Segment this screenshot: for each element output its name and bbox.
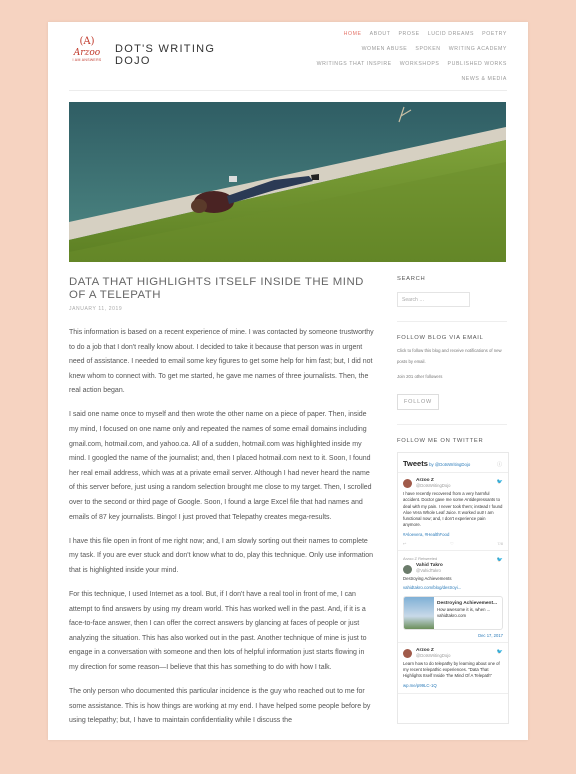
post-paragraph: For this technique, I used Internet as a tool. But, if I don't have a real tool in front of me, I can attempt to find answers by using my dream world. This has worked well in the past. And, if it is a face-to-face answer, then I can offer the correct answers by glancing at faces of people or just analyzing the situation. This has also worked out in the past. Another technique of mine is just to engage in a conversation with someone and then lots of helpful information just starts flowing in my direction for some reason—I believe that this has something to do with how I talk. [69,591,367,671]
nav-home[interactable]: HOME [343,31,362,37]
header-divider [69,90,507,91]
tweet-link[interactable]: wp.me/p99LC-1Q [403,682,437,688]
avatar[interactable] [403,479,412,488]
tweet-author[interactable]: Arzoo Z [416,647,434,653]
post-paragraph: I have this file open in front of me right now; and, I am slowly sorting out their names to complete my task. If you are ever stuck and don't know what to do, play this technique. Only use information that is highlighted inside your mind. [69,537,374,574]
twitter-timeline[interactable] [397,452,509,724]
nav-published-works[interactable]: PUBLISHED WORKS [447,61,507,67]
follow-description: Click to follow this blog and receive notifications of new posts by email. [397,348,502,364]
tweet-text: I have recently recovered from a very harmful accident. Doctor gave me some Antidepressants to deal with my pain. I never took them; instead I found Aloe Vera Whole Leaf Juice. It worked out! I am functional now; and, I don't experience pain anymore. [403,491,503,528]
reply-icon[interactable]: ↩ [403,541,407,547]
retweet-label: Arzoo Z Retweeted [403,556,438,562]
nav-women-abuse[interactable]: WOMEN ABUSE [361,46,408,52]
logo-mark: (A) [79,36,95,47]
nav-writings-that-inspire[interactable]: WRITINGS THAT INSPIRE [316,61,392,67]
follow-button[interactable]: FOLLOW [397,394,439,410]
tweet-hashtags[interactable]: #Aloevera, #HealthFood [403,531,450,537]
tweet-handle[interactable]: @DotsWritingDojo [416,652,451,658]
tweet[interactable] [398,643,508,694]
tweets-by-link[interactable]: by @DotsWritingDojo [429,462,471,467]
twitter-widget-title: FOLLOW ME ON TWITTER [397,438,484,444]
post-title[interactable]: DATA THAT HIGHLIGHTS ITSELF INSIDE THE MIND OF A TELEPATH [69,276,364,301]
hero-image [69,102,506,262]
tweet-text: Destroying Achievements [403,576,452,582]
follower-count: Join 201 other followers [397,374,443,379]
post-paragraph: The only person who documented this particular incidence is the guy who reached out to me for some assistance. This is how things are working at my end. I have helped some people before by using telepathy; but, I have to maintain confidentiality while I discuss the [69,688,371,725]
card-thumbnail [404,597,434,629]
tweet-count: 7/8 [497,541,503,547]
avatar[interactable] [403,649,412,658]
widget-divider [397,321,507,322]
card-content [434,597,500,629]
nav-poetry[interactable]: POETRY [482,31,507,37]
search-widget-title: SEARCH [397,276,426,282]
link-card[interactable] [403,596,503,630]
avatar[interactable] [403,565,412,574]
tweet-text: Learn how to do telepathy by learning about one of my recent telepathic experiences. "Data That Highlights Itself Inside The Mind Of A Telepath" [403,660,500,679]
post-paragraph: This information is based on a recent experience of mine. I was contacted by someone trustworthy to do a job that I don't really know about. I decided to take it because that person was in urgent need of assistance. I needed to email some key figures to get some help for him fast; but, I did not knew whom to connect with. To get me started, he gave me names of three journalists. Then, the real action began. [69,329,374,395]
logo-tagline: I AM ANSWERS [72,58,102,62]
tweet-author[interactable]: Vahid Takro [416,563,443,569]
twitter-bird-icon[interactable]: 🐦 [496,648,503,655]
nav-spoken[interactable]: SPOKEN [415,46,441,52]
hero-illustration [69,102,506,262]
nav-workshops[interactable]: WORKSHOPS [399,61,440,67]
post-date[interactable]: JANUARY 11, 2019 [69,306,123,312]
tweet-handle[interactable]: @DotsWritingDojo [416,483,451,488]
twitter-bird-icon[interactable]: 🐦 [496,557,503,564]
nav-news-media[interactable]: NEWS & MEDIA [461,76,507,82]
site-title-line1: DOT'S WRITING [115,43,216,55]
widget-divider [397,424,507,425]
like-icon[interactable]: ♡ [450,541,454,547]
nav-prose[interactable]: PROSE [398,31,420,37]
site-title[interactable] [115,43,215,67]
follow-widget-title: FOLLOW BLOG VIA EMAIL [397,335,484,341]
tweet-author[interactable]: Arzoo Z [416,478,434,483]
tweets-title: Tweets [403,459,428,468]
tweet[interactable] [398,473,508,551]
nav-writing-academy[interactable]: WRITING ACADEMY [448,46,507,52]
logo-script: Arzoo [73,48,101,58]
info-icon[interactable]: ⓘ [496,462,502,468]
site-title-line2: DOJO [115,55,151,67]
twitter-bird-icon[interactable]: 🐦 [496,479,503,485]
site-logo[interactable] [70,36,104,62]
card-site: vahidtakro.com [437,612,467,618]
post-body [69,326,374,738]
sidebar [397,276,507,724]
tweet-link[interactable]: vahidtakro.com/blog/destroyi... [403,585,462,591]
card-title: Destroying Achievement... [437,600,498,606]
tweet-date[interactable]: Dec 17, 2017 [478,632,503,638]
nav-about[interactable]: ABOUT [369,31,391,37]
card-text: How awesome it is, when ... [437,606,491,612]
tweet-handle[interactable]: @VahidTakro [416,568,441,574]
post-paragraph: I said one name once to myself and then wrote the other name on a piece of paper. Then, inside my mind, I focused on one name only and repeated the names of some email domains including gmail.com, hotmail.com, and yahoo.ca. All of a sudden, hotmail.com was highlighted inside my mind. I googled the name of the journalist; and, then I placed hotmail.com next to it. Soon, I found her real email address, which was at a private email server. Although I had never heard the name of this server before, just using a random selection brought me close to my target. Then, I scrolled over to the second or third page of Google. Soon, I found a large Excel file that had names and emails of 87 key journalists. Bingo! I just proved that Telepathy creates mega-results. [69,411,372,521]
tweet[interactable] [398,551,508,643]
main-nav [287,27,507,87]
search-input[interactable]: Search … [397,292,470,307]
nav-lucid-dreams[interactable]: LUCID DREAMS [427,31,475,37]
tweet-actions [403,541,503,546]
page [48,22,528,740]
twitter-header [398,453,508,473]
